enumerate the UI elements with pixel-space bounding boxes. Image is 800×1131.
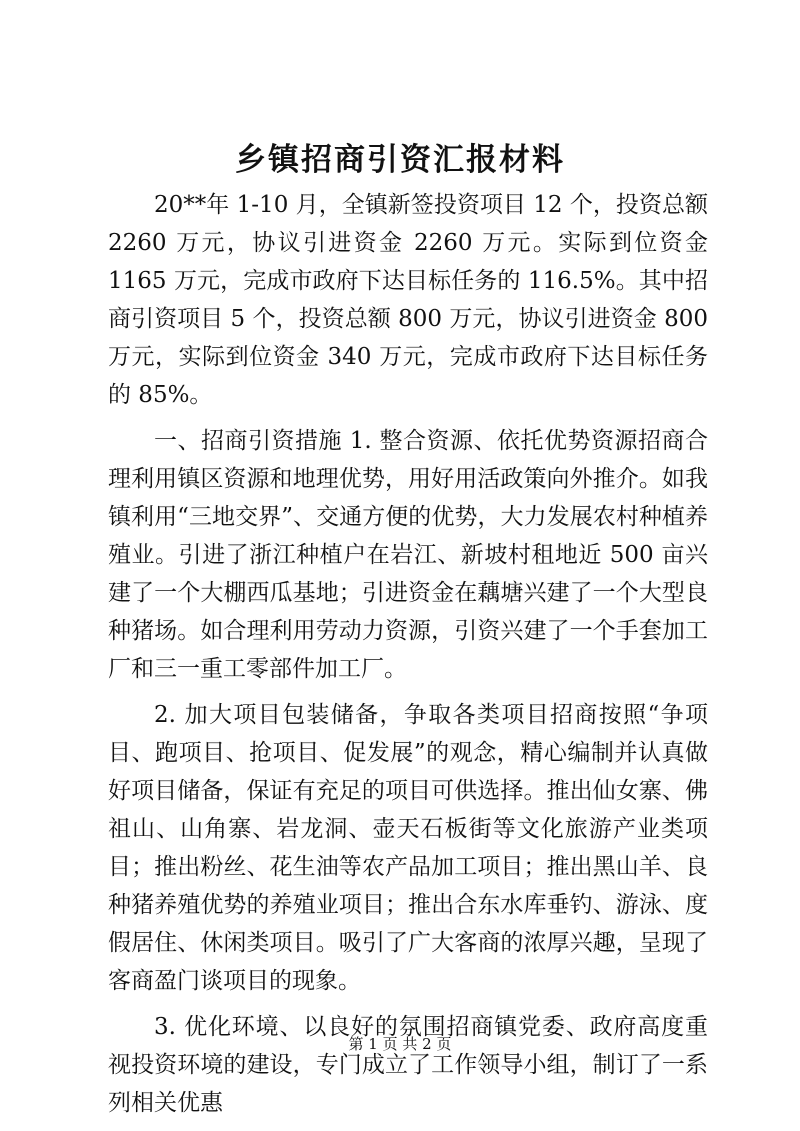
paragraph-measures-1: 一、招商引资措施 1. 整合资源、依托优势资源招商合理利用镇区资源和地理优势，用好用活政策向外推介。如我镇利用“三地交界”、交通方便的优势，大力发展农村种植养殖业。引进了浙江种植户在岩江、新坡村租地近 500 亩兴建了一个大棚西瓜基地；引进资金在藕塘兴建了一个大型良种猪场。如合理利用劳动力资源，引资兴建了一个手套加工厂和三一重工零部件加工厂。: [108, 428, 708, 682]
paragraph-summary: 20**年 1-10 月，全镇新签投资项目 12 个，投资总额 2260 万元，协议引进资金 2260 万元。实际到位资金 1165 万元，完成市政府下达目标任务的 116.5%。其中招商引资项目 5 个，投资总额 800 万元，协议引进资金 800 万元，实际到位资金 340 万元，完成市政府下达目标任务的 85%。: [108, 192, 708, 408]
document-title: 乡镇招商引资汇报材料: [235, 142, 565, 178]
paragraph-measures-3: 3. 优化环境、以良好的氛围招商镇党委、政府高度重视投资环境的建设，专门成立了工作领导小组，制订了一系列相关优惠: [108, 1014, 708, 1116]
document-body: [108, 186, 708, 1130]
page-number-footer: 第 1 页 共 2 页: [348, 1035, 452, 1053]
paragraph-measures-2: 2. 加大项目包装储备，争取各类项目招商按照“争项目、跑项目、抢项目、促发展”的观念，精心编制并认真做好项目储备，保证有充足的项目可供选择。推出仙女寨、佛祖山、山角寨、岩龙洞、壶天石板街等文化旅游产业类项目；推出粉丝、花生油等农产品加工项目；推出黑山羊、良种猪养殖优势的养殖业项目；推出合东水库垂钓、游泳、度假居住、休闲类项目。吸引了广大客商的浓厚兴趣，呈现了客商盈门谈项目的现象。: [108, 702, 708, 994]
